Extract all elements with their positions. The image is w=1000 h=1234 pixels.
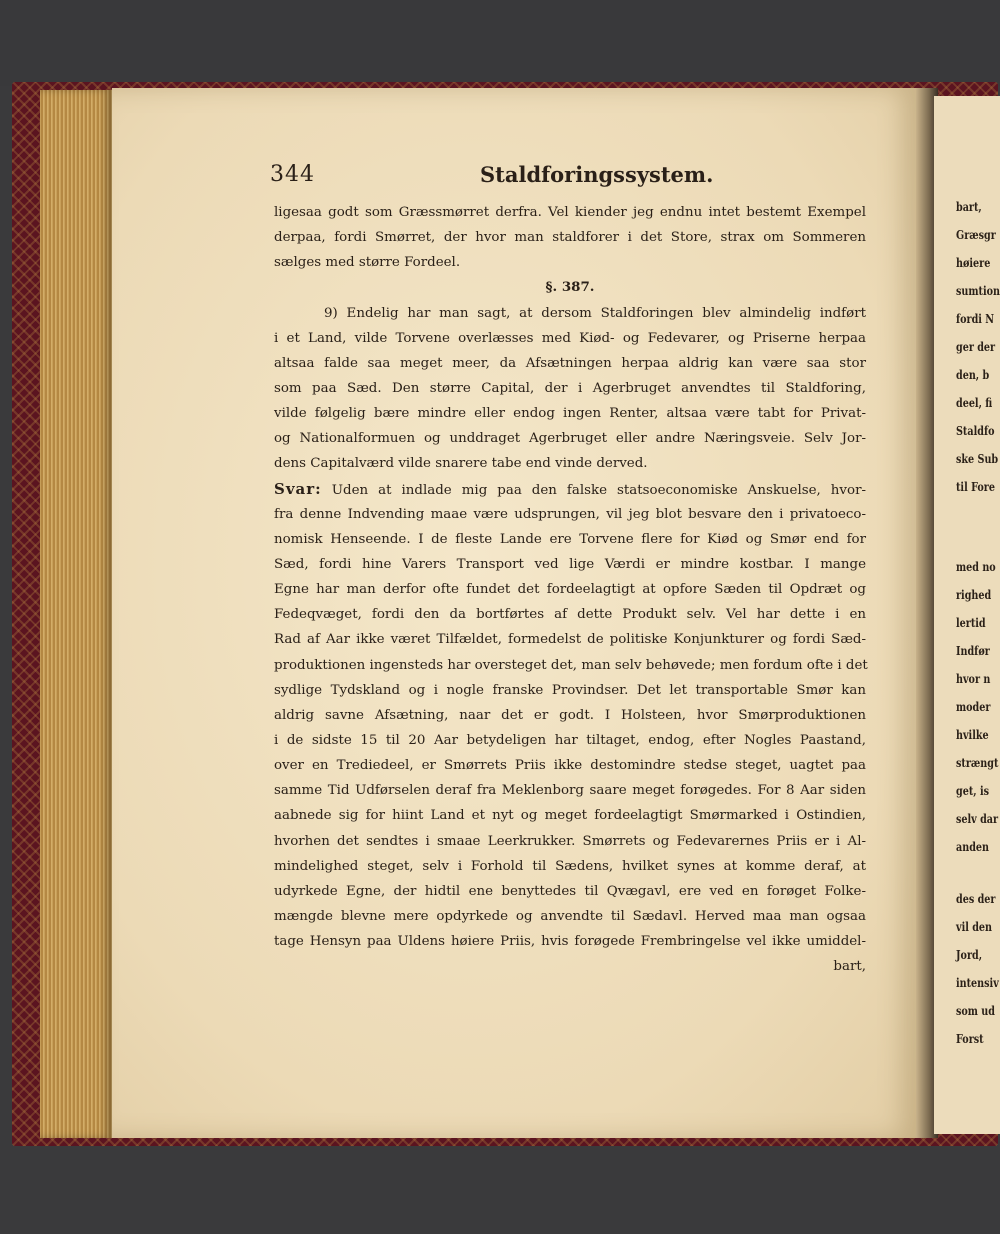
text-line: dens Capitalværd vilde snarere tabe end vinde derved. <box>274 456 648 472</box>
page-header <box>270 162 870 190</box>
text-line: ligesaa godt som Græssmørret derfra. Vel kiender jeg endnu intet bestemt Exempel <box>274 205 866 220</box>
right-page-line: Græsgr <box>956 228 996 242</box>
running-head: Staldforingssystem. <box>480 162 714 187</box>
right-page-line: ske Sub <box>956 452 999 466</box>
text-line: aabnede sig for hiint Land et nyt og meget fordeelagtigt Smørmarked i Ostindien, <box>274 808 866 824</box>
right-page-line: Jord, <box>956 948 983 962</box>
right-page-line: hvilke <box>956 728 989 742</box>
text-line: produktionen ingensteds har oversteget det, man selv behøvede; men fordum ofte i det <box>274 657 868 673</box>
text-line: Fedeqvæget, fordi den da bortførtes af dette Produkt selv. Vel har dette i en <box>274 607 866 623</box>
text-line: over en Trediedeel, er Smørrets Priis ikke destomindre stedse steget, uagtet paa <box>274 758 866 774</box>
text-line-svar <box>274 477 866 502</box>
text-line: som paa Sæd. Den større Capital, der i Agerbruget anvendtes til Staldforing, <box>274 380 866 396</box>
text-line: mængde blevne mere opdyrkede og anvendte til Sædavl. Herved maa man ogsaa <box>274 908 866 924</box>
right-page-line: lertid <box>956 616 986 630</box>
right-page-line: des der <box>956 892 996 906</box>
right-page-line: hvor n <box>956 672 991 686</box>
right-page-line: bart, <box>956 200 982 214</box>
page-number: 344 <box>270 162 315 187</box>
right-page-line: strængt <box>956 756 999 770</box>
right-page-line: fordi N <box>956 312 995 326</box>
svar-label: Svar: <box>274 479 322 498</box>
right-page-line: Staldfo <box>956 424 995 438</box>
right-page-line: selv dar <box>956 812 999 826</box>
right-page-line: høiere <box>956 256 991 270</box>
text-line: fra denne Indvending maae være udsprungen, vil jeg blot besvare den i privatoeco- <box>274 506 866 522</box>
right-page-line: moder <box>956 700 991 714</box>
text-line: sydlige Tydskland og i nogle franske Provindser. Det let transportable Smør kan <box>274 682 866 698</box>
page-block-edges <box>40 90 112 1138</box>
section-heading: §. 387. <box>545 279 595 296</box>
text-line: og Nationalformuen og unddraget Agerbruget eller andre Næringsveie. Selv Jor- <box>274 431 866 447</box>
text-line: i et Land, vilde Torvene overlæsses med Kiød- og Fedevarer, og Priserne herpaa <box>274 330 866 346</box>
right-page-line: deel, fi <box>956 396 993 410</box>
text-line: udyrkede Egne, der hidtil ene benyttedes til Qvægavl, ere ved en forøget Folke- <box>274 883 866 899</box>
text-line: nomisk Henseende. I de fleste Lande ere Torvene flere for Kiød og Smør end for <box>274 531 866 547</box>
right-page-line: get, is <box>956 784 989 798</box>
right-page-line: med no <box>956 560 996 574</box>
right-page-fragment <box>934 96 1000 1134</box>
text-line: Egne har man derfor ofte fundet det fordeelagtigt at opfore Sæden til Opdræt og <box>274 582 866 598</box>
right-page-line: den, b <box>956 368 990 382</box>
text-line: derpaa, fordi Smørret, der hvor man staldforer i det Store, strax om Sommeren <box>274 230 866 246</box>
right-page-line: vil den <box>956 920 993 934</box>
right-page-line: som ud <box>956 1004 995 1018</box>
text-line: 9) Endelig har man sagt, at dersom Staldforingen blev almindelig indført <box>324 305 866 321</box>
text-line: samme Tid Udførselen deraf fra Meklenborg saare meget forøgedes. For 8 Aar siden <box>274 783 866 799</box>
text-line: vilde følgelig bære mindre eller endog ingen Renter, altsaa være tabt for Privat- <box>274 406 866 422</box>
text-line: Rad af Aar ikke været Tilfældet, formedelst de politiske Konjunkturer og fordi Sæd- <box>274 632 866 648</box>
right-page-line: til Fore <box>956 480 995 494</box>
text-line: i de sidste 15 til 20 Aar betydeligen har tiltaget, endog, efter Nogles Paastand, <box>274 732 866 748</box>
text-line: hvorhen det sendtes i smaae Leerkrukker. Smørrets og Fedevarernes Priis er i Al- <box>274 833 866 849</box>
body-text <box>274 200 866 979</box>
text-line: tage Hensyn paa Uldens høiere Priis, hvis forøgede Frembringelse vel ikke umiddel- <box>274 934 866 950</box>
right-page-line: intensiv <box>956 976 999 990</box>
text-line: sælges med større Fordeel. <box>274 255 461 271</box>
right-page-line: righed <box>956 588 992 602</box>
right-page-line: sumtion <box>956 284 1000 298</box>
text-line: Sæd, fordi hine Varers Transport ved lige Værdi er mindre kostbar. I mange <box>274 556 866 572</box>
text-line: aldrig savne Afsætning, naar det er godt. I Holsteen, hvor Smørproduktionen <box>274 707 866 723</box>
right-page-line: Indfør <box>956 644 990 658</box>
background <box>0 0 1000 86</box>
right-page-line: anden <box>956 840 989 854</box>
text-line: altsaa falde saa meget meer, da Afsætningen herpaa aldrig kan være saa stor <box>274 355 866 371</box>
catchword: bart, <box>833 959 866 975</box>
right-page-line: ger der <box>956 340 996 354</box>
text-line-rest: Uden at indlade mig paa den falske statsoeconomiske Anskuelse, hvor- <box>331 482 866 498</box>
right-page-line: Forst <box>956 1032 984 1046</box>
text-line: mindelighed steget, selv i Forhold til Sædens, hvilket synes at komme deraf, at <box>274 858 866 874</box>
